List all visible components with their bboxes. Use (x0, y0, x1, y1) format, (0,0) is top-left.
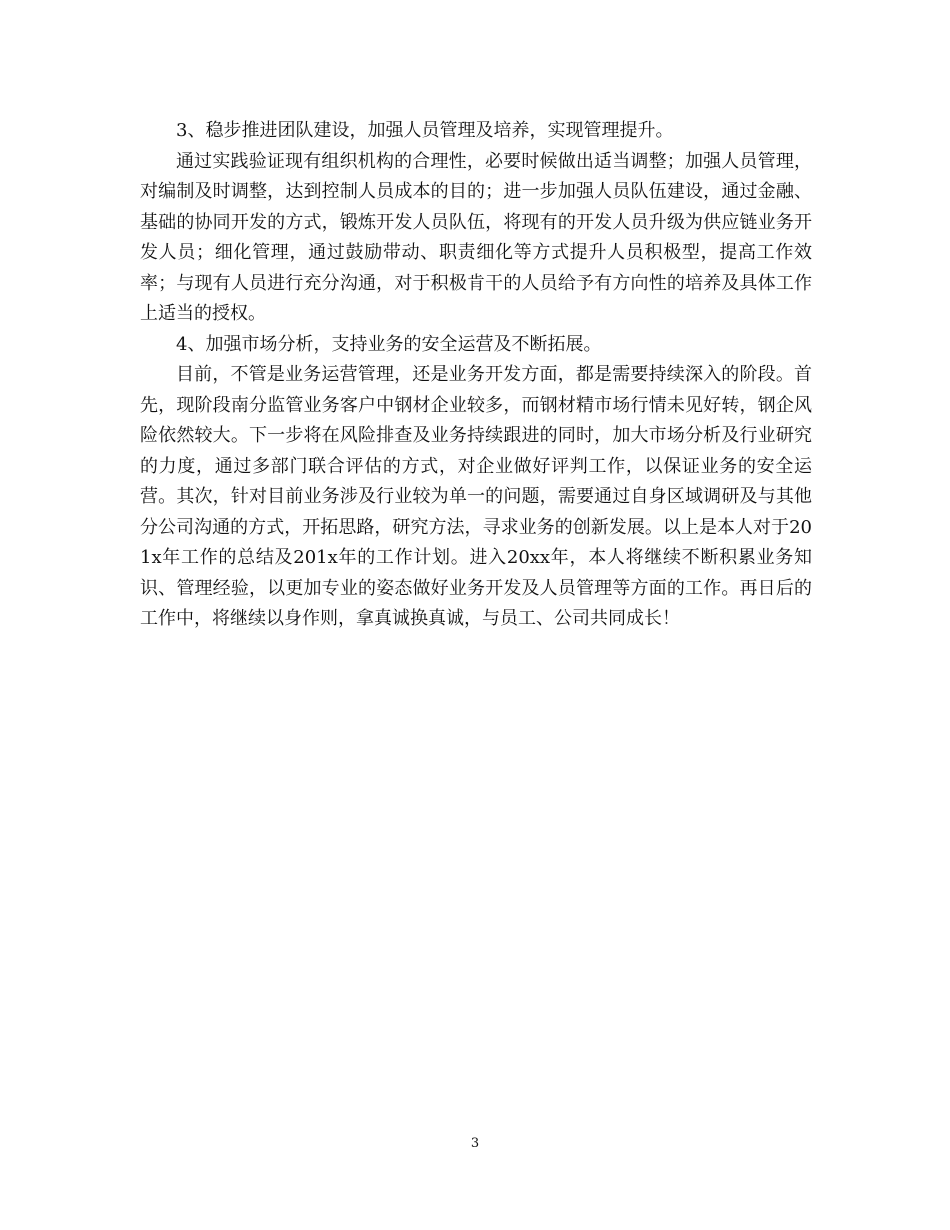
body-paragraph-team-building: 通过实践验证现有组织机构的合理性，必要时候做出适当调整；加强人员管理，对编制及时调整，达到控制人员成本的目的；进一步加强人员队伍建设，通过金融、基础的协同开发的方式，锻炼开发人员队伍，将现有的开发人员升级为供应链业务开发人员；细化管理，通过鼓励带动、职责细化等方式提升人员积极型，提高工作效率；与现有人员进行充分沟通，对于积极肯干的人员给予有方向性的培养及具体工作上适当的授权。 (140, 150, 812, 324)
page-number: 3 (470, 1136, 480, 1151)
body-paragraph-market-analysis: 目前，不管是业务运营管理，还是业务开发方面，都是需要持续深入的阶段。首先，现阶段南分监管业务客户中钢材企业较多，而钢材精市场行情未见好转，钢企风险依然较大。下一步将在风险排查及业务持续跟进的同时，加大市场分析及行业研究的力度，通过多部门联合评估的方式，对企业做好评判工作，以保证业务的安全运营。其次，针对目前业务涉及行业较为单一的问题，需要通过自身区域调研及与其他分公司沟通的方式，开拓思路，研究方法，寻求业务的创新发展。以上是本人对于201x年工作的总结及201x年的工作计划。进入20xx年，本人将继续不断积累业务知识、管理经验，以更加专业的姿态做好业务开发及人员管理等方面的工作。再日后的工作中，将继续以身作则，拿真诚换真诚，与员工、公司共同成长！ (140, 364, 812, 629)
section-heading-3: 3、稳步推进团队建设，加强人员管理及培养，实现管理提升。 (176, 120, 674, 141)
document-body (140, 116, 812, 635)
section-heading-4: 4、加强市场分析，支持业务的安全运营及不断拓展。 (176, 333, 602, 355)
